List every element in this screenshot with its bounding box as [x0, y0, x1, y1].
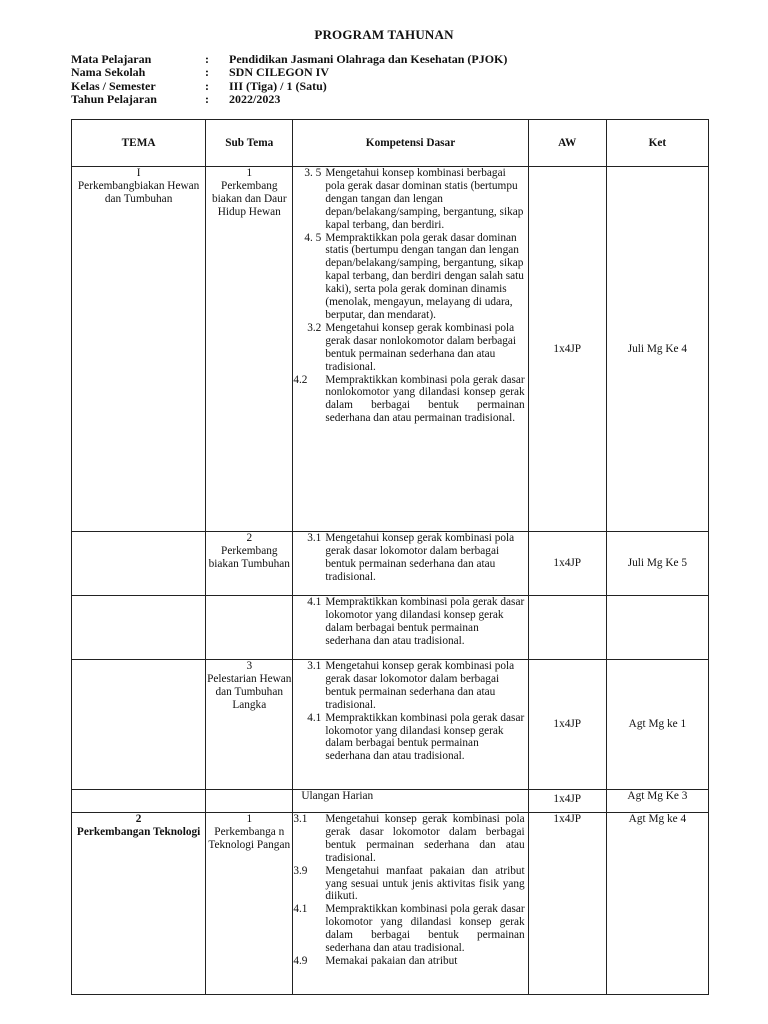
aw-cell: 1x4JP: [528, 813, 606, 995]
sub-tema-number: 3: [246, 660, 253, 672]
tema-cell: [72, 532, 206, 596]
table-row: [72, 813, 709, 995]
sub-tema-cell: [206, 532, 293, 596]
sub-tema-number: 2: [246, 532, 253, 544]
sub-tema-name: Perkembang biakan dan Daur Hidup Hewan: [211, 179, 287, 218]
kd-item: [293, 660, 527, 712]
kd-number: 3.9: [293, 864, 308, 877]
sub-tema-cell: [206, 167, 293, 532]
ket-cell: Agt Mg Ke 3: [606, 790, 708, 813]
kd-text: Mengetahui konsep kombinasi berbagai pola gerak dasar dominan statis (bertumpu dengan tangan dan lengan depan/belakang/samping, bergantung, sikap kapal terbang, dan berdiri.: [325, 167, 524, 231]
table-header-row: [72, 120, 709, 167]
kd-text: Mempraktikkan kombinasi pola gerak dasar lokomotor yang dilandasi konsep gerak dalam berbagai bentuk permainan sederhana dan atau tradisional.: [325, 903, 525, 955]
kd-text: Mempraktikkan pola gerak dasar dominan statis (bertumpu dengan tangan dan lengan depan/belakang/samping, bergantung, sikap kapal terbang, dan berdiri dengan salah satu kaki), serta pola gerak dominan dinamis (menolak, mengayun, melayang di udara, berputar, dan mendarat).: [325, 231, 524, 321]
kd-item: [293, 232, 527, 322]
kd-number: 4.1: [293, 903, 308, 916]
aw-cell: 1x4JP: [528, 532, 606, 596]
meta-value: III (Tiga) / 1 (Satu): [229, 78, 327, 93]
meta-row-subject: [71, 53, 507, 66]
kd-cell: [293, 532, 528, 596]
table-row: [72, 660, 709, 790]
kd-text: Mengetahui konsep gerak kombinasi pola gerak dasar lokomotor dalam berbagai bentuk permainan sederhana dan atau tradisional.: [325, 813, 525, 864]
sub-tema-name: Pelestarian Hewan dan Tumbuhan Langka: [207, 672, 292, 711]
meta-separator: :: [205, 65, 209, 80]
kd-number: 3.2: [307, 321, 322, 334]
kd-cell: [293, 596, 528, 660]
meta-label: Kelas / Semester: [71, 78, 156, 93]
sub-tema-name: Perkembang biakan Tumbuhan: [208, 544, 290, 570]
kd-text: Mempraktikkan kombinasi pola gerak dasar lokomotor yang dilandasi konsep gerak dalam berbagai bentuk permainan sederhana dan atau tradisional.: [325, 596, 525, 647]
kd-item: [293, 712, 527, 764]
meta-label: Nama Sekolah: [71, 65, 146, 80]
sub-tema-cell: [206, 813, 293, 995]
meta-separator: :: [205, 91, 209, 106]
tema-cell: [72, 660, 206, 790]
kd-cell: [293, 813, 528, 995]
header-kompetensi-dasar: Kompetensi Dasar: [293, 120, 528, 167]
kd-text: Mengetahui konsep gerak kombinasi pola gerak dasar nonlokomotor dalam berbagai bentuk permainan sederhana dan atau tradisional.: [325, 321, 517, 373]
sub-tema-name: Perkembanga n Teknologi Pangan: [208, 825, 291, 851]
kd-item: [293, 865, 527, 904]
kd-number: 4.1: [307, 711, 322, 724]
ket-cell: [606, 596, 708, 660]
header-sub-tema: Sub Tema: [206, 120, 293, 167]
kd-item: [293, 903, 527, 955]
tema-cell: [72, 596, 206, 660]
kd-number: 3.1: [307, 660, 322, 672]
meta-label: Tahun Pelajaran: [71, 91, 157, 106]
meta-value: 2022/2023: [229, 91, 281, 106]
kd-item: [293, 596, 527, 648]
document-meta: [71, 53, 507, 106]
kd-number: 3.1: [307, 532, 322, 544]
kd-item: [293, 955, 527, 968]
header-ket: Ket: [606, 120, 708, 167]
ket-cell: Agt Mg ke 1: [606, 660, 708, 790]
tema-name: Perkembangbiakan Hewan dan Tumbuhan: [77, 179, 200, 205]
meta-separator: :: [205, 78, 209, 93]
kd-number: 4.9: [293, 954, 308, 967]
kd-item: [293, 167, 527, 232]
table-row: [72, 532, 709, 596]
kd-item: [293, 532, 527, 584]
meta-value: Pendidikan Jasmani Olahraga dan Kesehatan (PJOK): [229, 52, 508, 66]
tema-name: Perkembangan Teknologi: [76, 825, 201, 838]
table-row: [72, 790, 709, 813]
aw-cell: 1x4JP: [528, 790, 606, 813]
ulangan-harian-cell: Ulangan Harian: [293, 790, 528, 813]
tema-cell: [72, 167, 206, 532]
meta-label: Mata Pelajaran: [71, 52, 152, 66]
meta-row-year: [71, 93, 507, 106]
aw-cell: 1x4JP: [528, 660, 606, 790]
kd-item: [293, 374, 527, 426]
kd-cell: [293, 660, 528, 790]
program-table: [71, 119, 709, 995]
kd-text: Memakai pakaian dan atribut: [325, 954, 458, 967]
kd-number: 4.1: [307, 596, 322, 608]
kd-item: [293, 322, 527, 374]
sub-tema-cell: [206, 790, 293, 813]
kd-text: Mengetahui konsep gerak kombinasi pola gerak dasar lokomotor dalam berbagai bentuk permainan sederhana dan atau tradisional.: [325, 660, 515, 711]
sub-tema-cell: [206, 660, 293, 790]
ket-cell: Juli Mg Ke 5: [606, 532, 708, 596]
meta-separator: :: [205, 52, 209, 66]
kd-number: 3.1: [293, 813, 308, 825]
kd-number: 4.2: [293, 373, 308, 386]
table-row: [72, 167, 709, 532]
header-aw: AW: [528, 120, 606, 167]
tema-number: 2: [135, 813, 142, 825]
table-row: [72, 596, 709, 660]
kd-number: 4. 5: [304, 231, 322, 244]
aw-cell: 1x4JP: [528, 167, 606, 532]
meta-row-class: [71, 80, 507, 93]
document-title: PROGRAM TAHUNAN: [314, 27, 454, 42]
tema-cell: [72, 790, 206, 813]
ket-cell: Agt Mg ke 4: [606, 813, 708, 995]
tema-cell: [72, 813, 206, 995]
kd-number: 3. 5: [304, 167, 322, 179]
kd-text: Mengetahui konsep gerak kombinasi pola gerak dasar lokomotor dalam berbagai bentuk permainan sederhana dan atau tradisional.: [325, 532, 515, 583]
sub-tema-number: 1: [246, 167, 253, 179]
tema-number: I: [136, 167, 141, 179]
kd-cell: [293, 167, 528, 532]
aw-cell: [528, 596, 606, 660]
ket-cell: Juli Mg Ke 4: [606, 167, 708, 532]
kd-item: [293, 813, 527, 865]
sub-tema-number: 1: [246, 813, 253, 825]
kd-text: Mengetahui manfaat pakaian dan atribut yang sesuai untuk jenis aktivitas fisik yang diikuti.: [325, 864, 525, 903]
header-tema: TEMA: [72, 120, 206, 167]
meta-value: SDN CILEGON IV: [229, 65, 330, 80]
kd-text: Mempraktikkan kombinasi pola gerak dasar nonlokomotor yang dilandasi konsep gerak dalam berbagai bentuk permainan sederhana dan atau permainan tradisional.: [325, 373, 525, 425]
sub-tema-cell: [206, 596, 293, 660]
meta-row-school: [71, 66, 507, 79]
kd-text: Mempraktikkan kombinasi pola gerak dasar lokomotor yang dilandasi konsep gerak dalam berbagai bentuk permainan sederhana dan atau tradisional.: [325, 711, 525, 763]
